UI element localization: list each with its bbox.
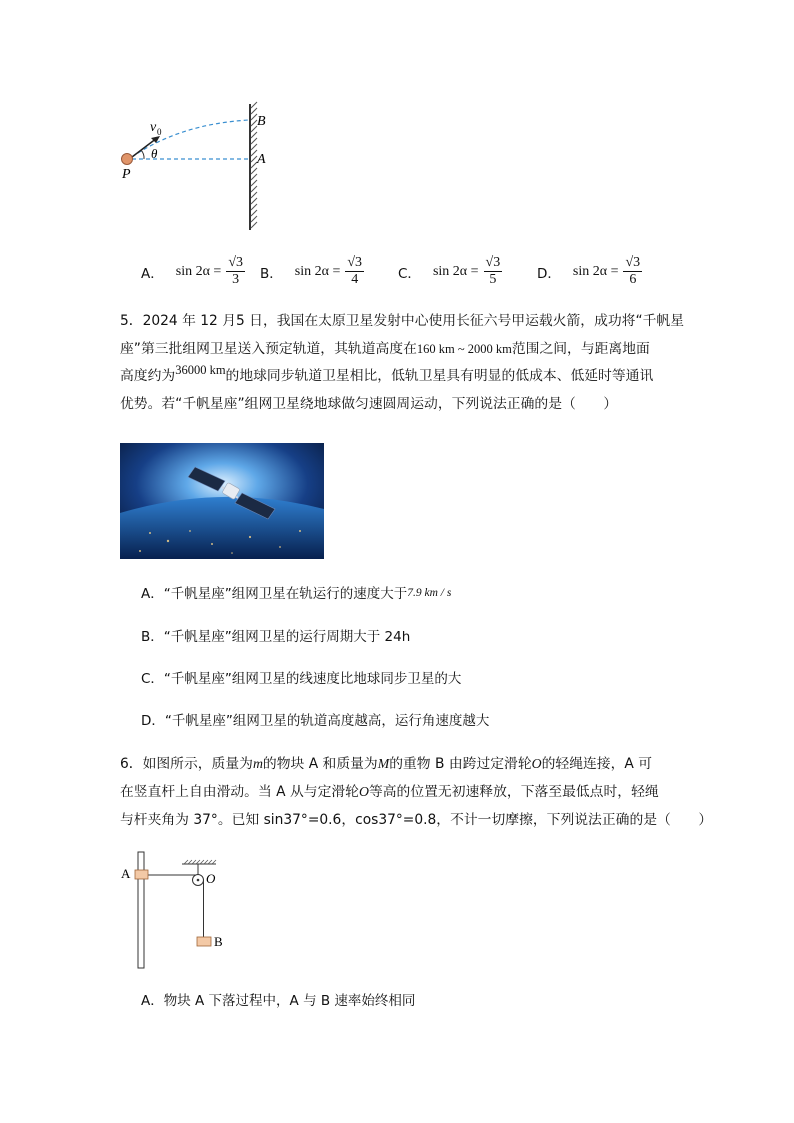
q6-line-3 [120,806,713,834]
q6-pulley-O: O [531,756,542,771]
label-A: A [257,152,266,167]
satellite-image [120,443,324,559]
q5-line-3-a: 高度约为 [120,368,176,384]
label-v0-sub: 0 [157,127,162,137]
q4-option-c-formula: sin 2α = [432,263,479,279]
q6-pulley-O-2: O [358,784,369,799]
q6-line-2-a: 在竖直杆上自由滑动。当 A 从与定滑轮 [120,784,359,800]
q4-option-a-num: √3 [228,255,244,270]
q5-line-2-math: 160 km ~ 2000 km [416,341,512,356]
ball-P [122,154,133,165]
q5-option-b [141,625,410,645]
q6-line-3-text: 与杆夹角为 37°。已知 sin37°=0.6，cos37°=0.8，不计一切摩擦，下列说法正确的是（ ） [120,812,713,828]
q6-line-2 [120,778,690,806]
q6-option-a-text: A．物块 A 下落过程中，A 与 B 速率始终相同 [141,993,416,1009]
q4-option-c-letter: C． [398,265,421,282]
q5-stem [120,308,690,418]
q6-line-2-b: 等高的位置无初速释放，下落至最低点时，轻绳 [368,784,659,800]
ceiling-hatching [184,860,216,864]
q5-line-2 [120,336,690,364]
q4-option-b-formula: sin 2α = [294,263,341,279]
q6-line-1-d: 的轻绳连接，A 可 [541,756,653,772]
q5-line-4-text: 优势。若“千帆星座”组网卫星绕地球做匀速圆周运动，下列说法正确的是（ ） [120,395,618,412]
q4-option-d-formula: sin 2α = [572,263,619,279]
q4-option-a-formula: sin 2α = [175,263,222,279]
projectile-wall-figure [110,100,300,235]
q4-option-d [537,255,642,288]
q4-option-d-num: √3 [625,255,641,270]
q4-option-b-den: 4 [351,272,359,287]
block-B [197,937,211,946]
q5-line-4 [120,391,690,419]
q4-option-c [398,255,502,288]
fig-label-O: O [206,871,216,886]
label-P: P [122,167,131,182]
pulley-axle [197,879,200,882]
q6-stem [120,750,713,834]
q4-option-d-letter: D． [537,265,561,282]
q6-option-a [141,989,415,1009]
q5-option-a-math: 7.9 km / s [407,587,452,599]
q4-option-d-den: 6 [629,272,637,287]
q6-line-1-a: 6．如图所示，质量为 [120,756,253,772]
q5-option-a [141,582,451,602]
earth-surface [120,497,324,559]
fig-label-B: B [214,934,223,949]
q5-option-b-text: B．“千帆星座”组网卫星的运行周期大于 24h [141,629,411,645]
q5-line-2-a: 座”第三批组网卫星送入预定轨道，其轨道高度在 [120,340,417,357]
q4-option-c-den: 5 [489,272,497,287]
q5-line-1 [120,308,690,336]
q6-mass-M: M [377,756,390,771]
q4-option-b [260,255,364,288]
vertical-rod [138,852,144,968]
q6-line-1 [120,750,690,778]
q5-option-c [141,667,461,687]
q6-line-1-b: 的物块 A 和质量为 [262,756,378,772]
q4-option-c-num: √3 [485,255,501,270]
q5-option-a-text: A．“千帆星座”组网卫星在轨运行的速度大于 [141,586,408,602]
q6-line-1-c: 的重物 B 由跨过定滑轮 [389,756,532,772]
angle-arc [141,150,144,159]
label-theta: θ [151,146,158,161]
q4-option-b-num: √3 [347,255,363,270]
q5-option-d [141,709,489,729]
block-A [135,870,148,879]
q5-line-3-b: 的地球同步轨道卫星相比，低轨卫星具有明显的低成本、低延时等通讯 [225,368,654,384]
q4-option-a-letter: A． [141,265,164,282]
q4-option-a-den: 3 [232,272,240,287]
q6-mass-m: m [252,756,263,771]
q5-option-c-text: C．“千帆星座”组网卫星的线速度比地球同步卫星的大 [141,671,462,687]
q4-option-b-letter: B． [260,265,283,282]
q4-option-a-fraction [226,255,245,288]
q4-option-d-fraction [623,255,642,288]
q5-line-3 [120,363,690,391]
pulley-figure [118,848,238,973]
q5-line-3-math: 36000 km [175,363,226,377]
q4-option-c-fraction [484,255,503,288]
q5-line-1-text: 5．2024 年 12 月5 日，我国在太原卫星发射中心使用长征六号甲运载火箭，成功将“千帆星 [120,313,685,329]
q5-option-d-text: D．“千帆星座”组网卫星的轨道高度越高，运行角速度越大 [141,713,490,729]
label-B: B [257,114,266,129]
q4-option-b-fraction [345,255,364,288]
fig-label-A: A [121,866,131,881]
q5-line-2-b: 范围之间，与距离地面 [511,340,650,357]
label-v0: v [150,120,157,135]
q4-option-a [141,255,245,288]
